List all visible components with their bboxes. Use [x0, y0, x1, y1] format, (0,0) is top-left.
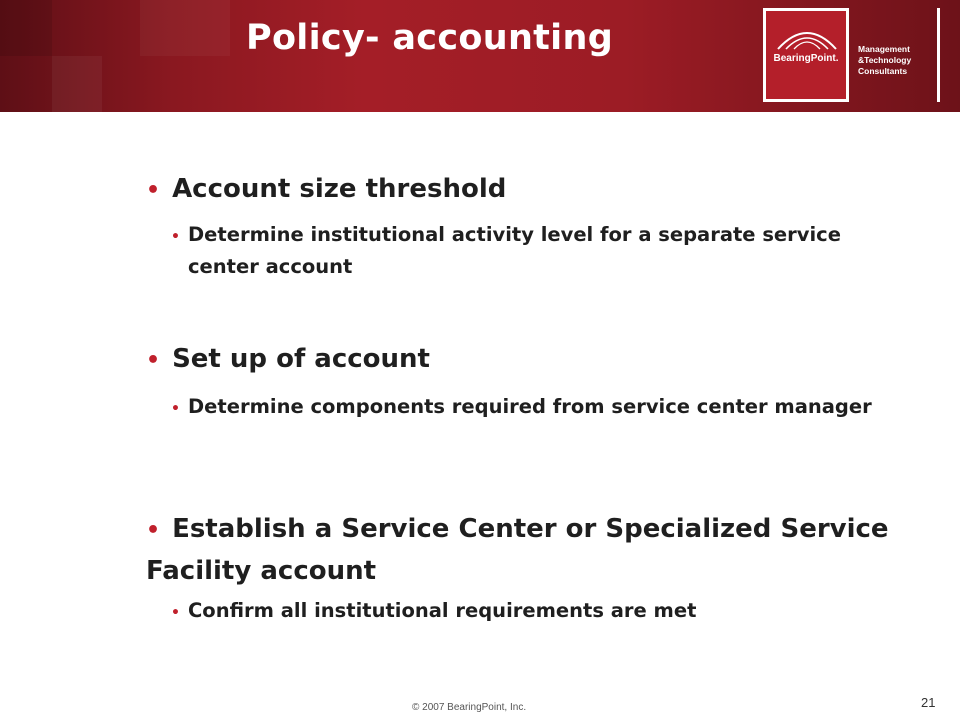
slide-title: Policy- accounting [246, 18, 614, 58]
bullet-dot-icon: • [146, 348, 161, 373]
bullet-heading-text: Account size threshold [172, 174, 507, 204]
header-decor-square [140, 0, 230, 56]
bullet-subitem [171, 596, 888, 628]
header-decor-square [0, 0, 52, 56]
tagline-line: Management [858, 44, 910, 54]
bullet-heading [146, 340, 926, 380]
company-logo [763, 8, 849, 102]
tagline-line: Consultants [858, 66, 908, 76]
bullet-heading [146, 170, 926, 210]
bullet-heading [146, 509, 926, 591]
bullet-subitem [171, 392, 888, 424]
bullet-dot-icon: • [171, 401, 180, 417]
header-divider [937, 8, 940, 102]
bullet-dot-icon: • [146, 518, 161, 543]
bullet-subitem-text: Confirm all institutional requirements are met [188, 599, 697, 622]
bullet-subitem-text: Determine components required from service center manager [188, 395, 872, 418]
logo-arcs-icon [776, 21, 838, 51]
bullet-heading-text: Establish a Service Center or Specialized Service Facility account [146, 514, 889, 586]
bullet-subitem [171, 220, 888, 282]
bullet-dot-icon: • [171, 605, 180, 621]
slide-header [0, 0, 960, 112]
bullet-dot-icon: • [146, 178, 161, 203]
bullet-subitem-text: Determine institutional activity level for a separate service center account [188, 223, 841, 278]
company-tagline [858, 44, 911, 77]
page-number: 21 [921, 695, 936, 710]
logo-wordmark: BearingPoint. [773, 53, 839, 64]
tagline-line: &Technology [858, 55, 912, 65]
bullet-heading-text: Set up of account [172, 344, 430, 374]
bullet-dot-icon: • [171, 229, 180, 245]
copyright-notice: © 2007 BearingPoint, Inc. [412, 702, 527, 713]
header-decor-square [52, 56, 102, 112]
